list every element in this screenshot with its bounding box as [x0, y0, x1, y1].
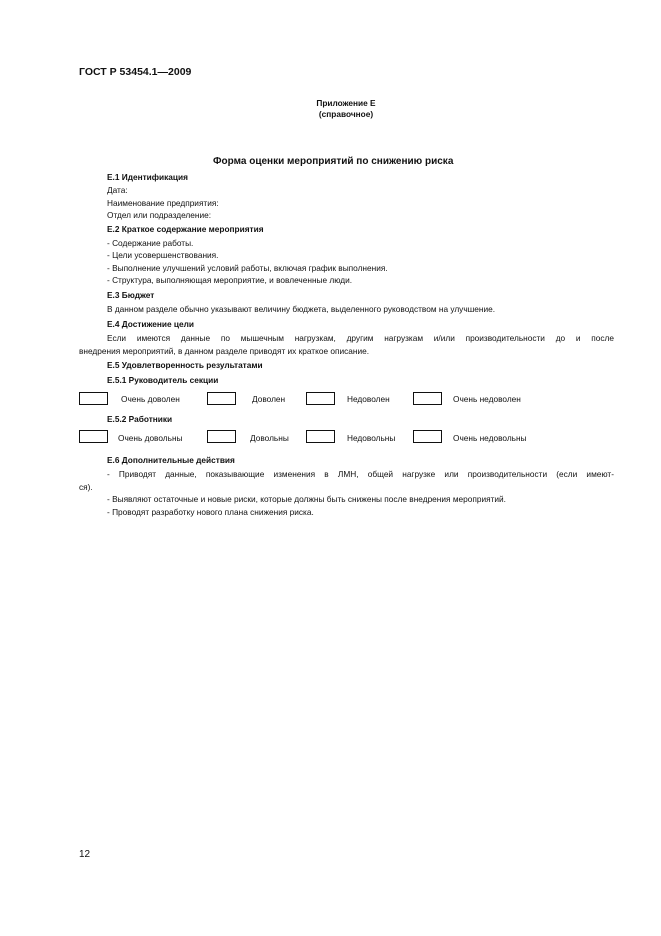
e1-line: Наименование предприятия: — [107, 198, 219, 208]
checkbox-dissatisfied[interactable] — [306, 392, 335, 405]
standard-code: ГОСТ Р 53454.1—2009 — [79, 66, 192, 78]
section-e6-heading: Е.6 Дополнительные действия — [107, 455, 235, 465]
section-e3-heading: Е.3 Бюджет — [107, 290, 155, 300]
e6-line2: - Выявляют остаточные и новые риски, которые должны быть снижены после внедрения мероприятий. — [107, 494, 506, 504]
e1-line: Дата: — [107, 185, 128, 195]
page-number: 12 — [79, 849, 91, 860]
e2-line: - Цели усовершенствования. — [107, 250, 219, 260]
appendix-title: Приложение Е — [316, 98, 376, 108]
option-label: Довольны — [250, 433, 289, 443]
option-label: Доволен — [252, 394, 286, 404]
e4-text-line2: внедрения мероприятий, в данном разделе приводят их краткое описание. — [79, 346, 370, 356]
checkbox-very-dissatisfied[interactable] — [413, 392, 442, 405]
checkbox-very-satisfied[interactable] — [79, 392, 108, 405]
checkbox-very-dissatisfied-workers[interactable] — [413, 430, 442, 443]
appendix-note: (справочное) — [318, 109, 374, 119]
checkbox-very-satisfied-workers[interactable] — [79, 430, 108, 443]
checkbox-satisfied[interactable] — [207, 392, 236, 405]
section-e52-heading: Е.5.2 Работники — [107, 414, 173, 424]
option-label: Очень доволен — [121, 394, 180, 404]
e6-line1: - Приводят данные, показывающие изменения в ЛМН, общей нагрузке или производительности (если имеют- — [107, 469, 614, 479]
e3-text: В данном разделе обычно указывают величину бюджета, выделенного руководством на улучшение. — [107, 304, 496, 314]
option-label: Очень недовольны — [453, 433, 527, 443]
e1-line: Отдел или подразделение: — [107, 210, 212, 220]
section-e2-heading: Е.2 Краткое содержание мероприятия — [107, 224, 264, 234]
e4-text-line1: Если имеются данные по мышечным нагрузкам, другим нагрузкам и/или производительности до и после — [107, 333, 614, 343]
e6-line1-continuation: ся). — [79, 482, 93, 492]
option-label: Недовольны — [347, 433, 396, 443]
checkbox-satisfied-workers[interactable] — [207, 430, 236, 443]
section-e1-heading: Е.1 Идентификация — [107, 172, 188, 182]
e2-line: - Структура, выполняющая мероприятие, и вовлеченные люди. — [107, 275, 353, 285]
option-label: Очень довольны — [118, 433, 183, 443]
section-e4-heading: Е.4 Достижение цели — [107, 319, 195, 329]
form-title: Форма оценки мероприятий по снижению риска — [213, 156, 454, 167]
e2-line: - Содержание работы. — [107, 238, 194, 248]
e6-line3: - Проводят разработку нового плана снижения риска. — [107, 507, 314, 517]
section-e5-heading: Е.5 Удовлетворенность результатами — [107, 360, 263, 370]
option-label: Недоволен — [347, 394, 390, 404]
e2-line: - Выполнение улучшений условий работы, включая график выполнения. — [107, 263, 388, 273]
section-e51-heading: Е.5.1 Руководитель секции — [107, 375, 219, 385]
checkbox-dissatisfied-workers[interactable] — [306, 430, 335, 443]
option-label: Очень недоволен — [453, 394, 521, 404]
